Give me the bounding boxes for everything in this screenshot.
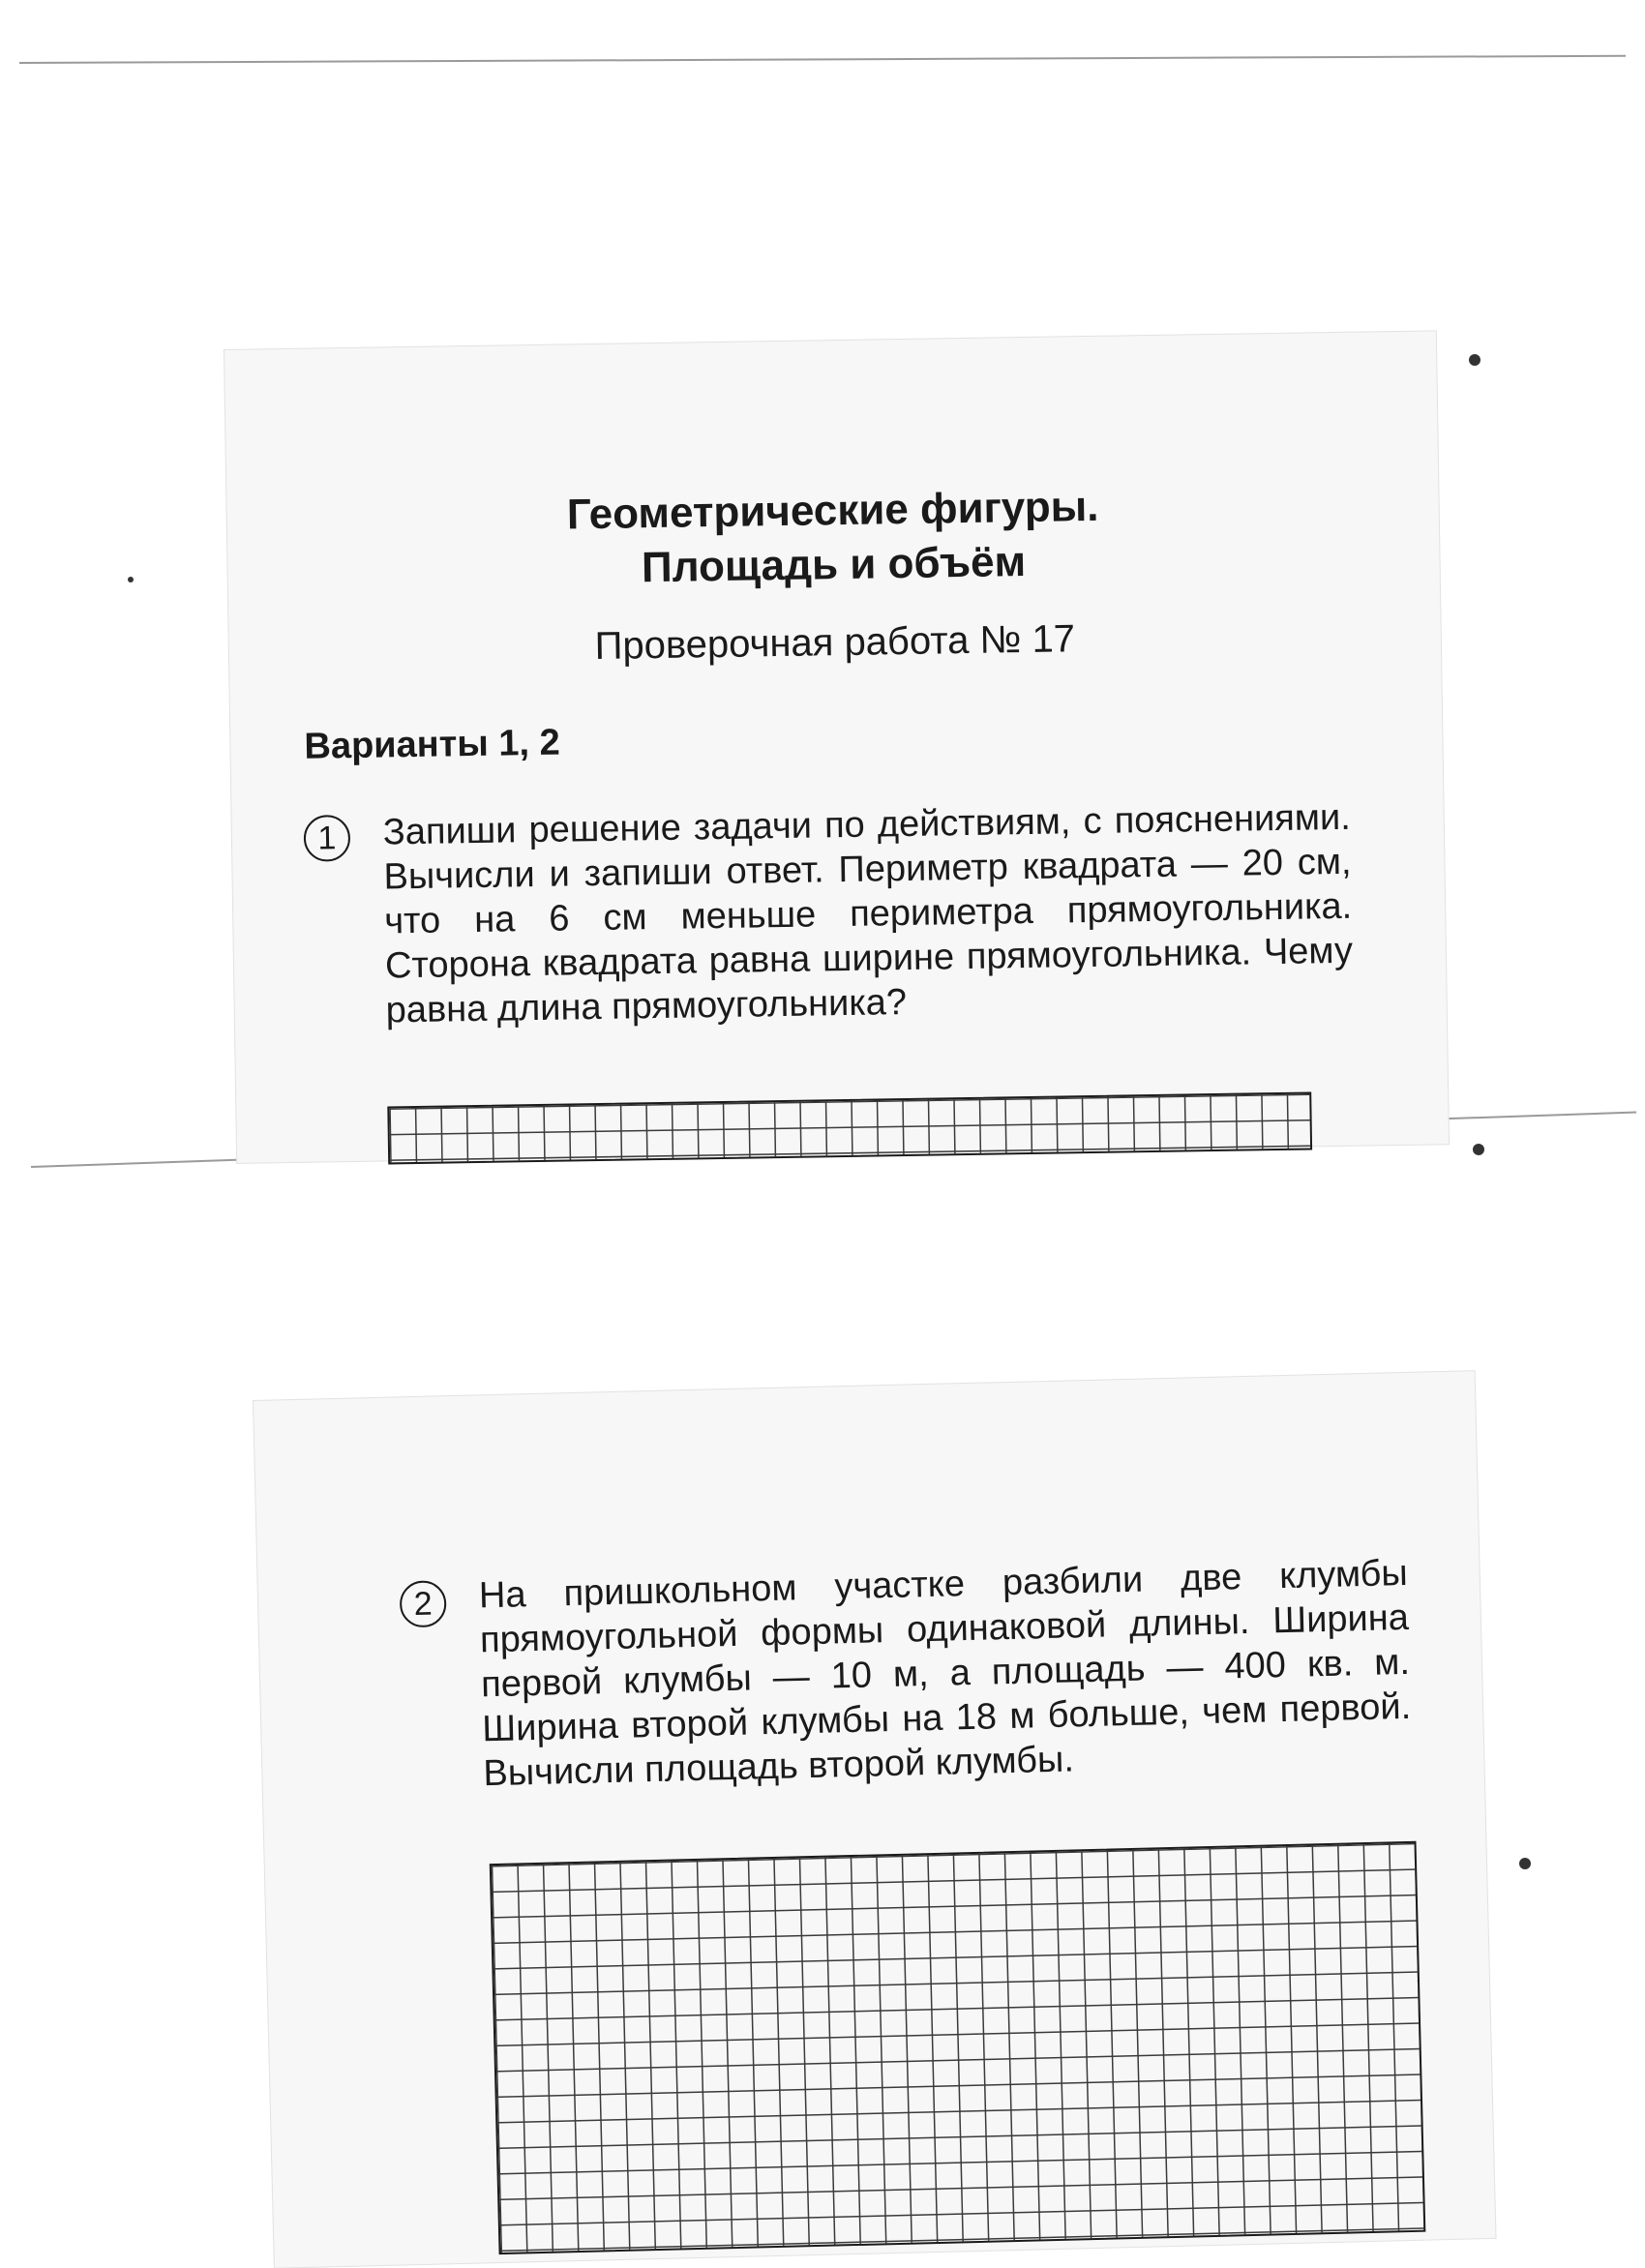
answer-grid — [387, 1091, 1312, 1164]
worksheet-subtitle: Проверочная работа № 17 — [594, 617, 1076, 669]
variants-heading: Варианты 1, 2 — [304, 722, 560, 767]
scan-edge-top — [19, 55, 1626, 64]
task-text: Запиши решение задачи по действиям, с пояснениями. Вычисли и запиши ответ. Периметр квадрата — 20 см, что на 6 см меньше периметра прямоугольника. Сторона квадрата равна ширине прямоугольника. Чему равна длина прямоугольника? — [382, 796, 1354, 1031]
worksheet-card-top — [224, 331, 1449, 1163]
scan-speck — [1519, 1858, 1531, 1869]
task-number-badge: 2 — [400, 1580, 447, 1627]
task-text: На пришкольном участке разбили две клумбы прямоугольной формы одинаковой длины. Ширина первой клумбы — 10 м, а площадь — 400 кв. м. Ширина второй клумбы на 18 м больше, чем первой. Вычисли площадь второй клумбы. — [478, 1552, 1412, 1795]
task-number-badge: 1 — [304, 815, 351, 862]
scan-speck — [1473, 1144, 1484, 1155]
worksheet-card-bottom — [254, 1371, 1496, 2268]
scan-speck — [128, 577, 134, 582]
scan-speck — [1469, 354, 1480, 366]
worksheet-title-line-2: Площадь и объём — [641, 538, 1027, 592]
answer-grid — [490, 1841, 1426, 2254]
worksheet-title-line-1: Геометрические фигуры. — [566, 482, 1099, 539]
